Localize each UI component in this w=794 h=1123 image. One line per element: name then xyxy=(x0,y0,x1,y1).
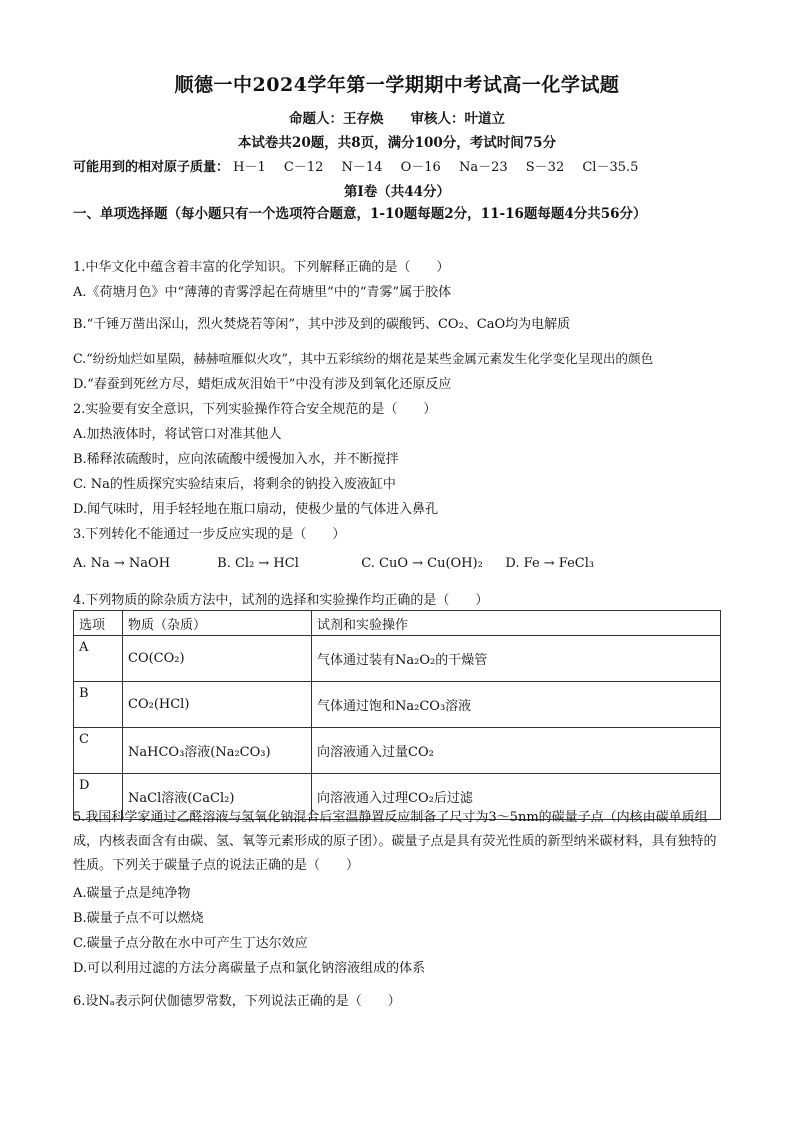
q3-option-b: B. Cl₂ → HCl xyxy=(217,556,299,571)
q2-stem: 2.实验要有安全意识，下列实验操作符合安全规范的是（ ） xyxy=(73,402,437,417)
atomic-mass-cl: Cl－35.5 xyxy=(582,160,639,175)
row-label: C xyxy=(74,728,123,774)
q3-option-c: C. CuO → Cu(OH)₂ xyxy=(361,556,483,571)
q4-stem: 4.下列物质的除杂质方法中，试剂的选择和实验操作均正确的是（ ） xyxy=(73,593,489,608)
exam-info: 本试卷共20题，共8页，满分100分，考试时间75分 xyxy=(237,135,557,151)
atomic-mass-h: H－1 xyxy=(233,160,266,175)
table-row xyxy=(74,682,721,728)
atomic-mass-c: C－12 xyxy=(283,160,324,175)
q1-stem: 1.中华文化中蕴含着丰富的化学知识。下列解释正确的是（ ） xyxy=(73,260,450,275)
q5-option-b: B.碳量子点不可以燃烧 xyxy=(73,911,204,926)
atomic-mass-n: N－14 xyxy=(341,160,383,175)
author-line: 命题人：王存焕 审核人：叶道立 xyxy=(289,111,505,127)
q2-option-b: B.稀释浓硫酸时，应向浓硫酸中缓慢加入水，并不断搅拌 xyxy=(73,452,399,467)
q5-option-c: C.碳量子点分散在水中可产生丁达尔效应 xyxy=(73,936,308,951)
q3-option-a: A. Na → NaOH xyxy=(73,556,171,571)
atomic-mass-o: O－16 xyxy=(400,160,441,175)
col-header-substance: 物质（杂质） xyxy=(123,611,312,636)
row-label: A xyxy=(74,636,123,682)
method-cell: 气体通过装有Na₂O₂的干燥管 xyxy=(312,636,721,682)
col-header-option: 选项 xyxy=(74,611,123,636)
col-header-method: 试剂和实验操作 xyxy=(312,611,721,636)
q1-option-c: C.“纷纷灿烂如星陨，赫赫喧雁似火攻”，其中五彩缤纷的烟花是某些金属元素发生化学变化呈现出的颜色 xyxy=(73,351,654,366)
atomic-mass-na: Na－23 xyxy=(458,160,508,175)
row-label: D xyxy=(74,774,123,820)
substance-cell: CO₂(HCl) xyxy=(123,682,312,728)
substance-cell: NaHCO₃溶液(Na₂CO₃) xyxy=(123,728,312,774)
q1-option-a: A.《荷塘月色》中“薄薄的青雾浮起在荷塘里”中的“青雾”属于胶体 xyxy=(73,285,452,300)
part-heading: 第Ⅰ卷（共44分） xyxy=(343,184,451,200)
q5-option-a: A.碳量子点是纯净物 xyxy=(73,886,191,901)
q2-option-a: A.加热液体时，将试管口对准其他人 xyxy=(73,427,282,442)
table-row xyxy=(74,728,721,774)
method-cell: 气体通过饱和Na₂CO₃溶液 xyxy=(312,682,721,728)
method-cell: 向溶液通入过理CO₂后过滤 xyxy=(312,774,721,820)
q5-option-d: D.可以利用过滤的方法分离碳量子点和氯化钠溶液组成的体系 xyxy=(73,961,426,976)
table-row xyxy=(74,636,721,682)
q1-option-b: B.“千锤万凿出深山，烈火焚烧若等闲”，其中涉及到的碳酸钙、CO₂、CaO均为电解质 xyxy=(73,317,571,332)
atomic-mass-s: S－32 xyxy=(525,160,565,175)
atomic-mass-label: 可能用到的相对原子质量： xyxy=(73,160,230,175)
q1-option-d: D.“春蚕到死丝方尽，蜡炬成灰泪始干”中没有涉及到氧化还原反应 xyxy=(73,377,452,392)
q2-option-d: D.闻气味时，用手轻轻地在瓶口扇动，使极少量的气体进入鼻孔 xyxy=(73,502,439,517)
substance-cell: CO(CO₂) xyxy=(123,636,312,682)
row-label: B xyxy=(74,682,123,728)
method-cell: 向溶液通入过量CO₂ xyxy=(312,728,721,774)
table-header-row xyxy=(74,611,721,636)
q5-stem: 5.我国科学家通过乙醛溶液与氢氧化钠混合后室温静置反应制备了尺寸为3～5nm的碳量子点（内核由碳单质组成，内核表面含有由碳、氢、氧等元素形成的原子团）。碳量子点是具有荧光性质的新型纳米碳材料，具有独特的性质。下列关于碳量子点的说法正确的是（ ） xyxy=(73,810,717,873)
q2-option-c: C. Na的性质探究实验结束后，将剩余的钠投入废液缸中 xyxy=(73,477,396,492)
substance-cell: NaCl溶液(CaCl₂) xyxy=(123,774,312,820)
atomic-mass-line xyxy=(73,156,652,175)
q3-stem: 3.下列转化不能通过一步反应实现的是（ ） xyxy=(73,527,346,542)
q4-table xyxy=(73,610,721,820)
q6-stem: 6.设Nₐ表示阿伏伽德罗常数，下列说法正确的是（ ） xyxy=(73,994,401,1009)
q3-options xyxy=(73,556,594,571)
exam-title: 顺德一中2024学年第一学期期中考试高一化学试题 xyxy=(174,74,620,96)
section-heading: 一、单项选择题（每小题只有一个选项符合题意，1-10题每题2分，11-16题每题4分共56分） xyxy=(73,206,647,222)
q3-option-d: D. Fe → FeCl₃ xyxy=(505,556,595,571)
